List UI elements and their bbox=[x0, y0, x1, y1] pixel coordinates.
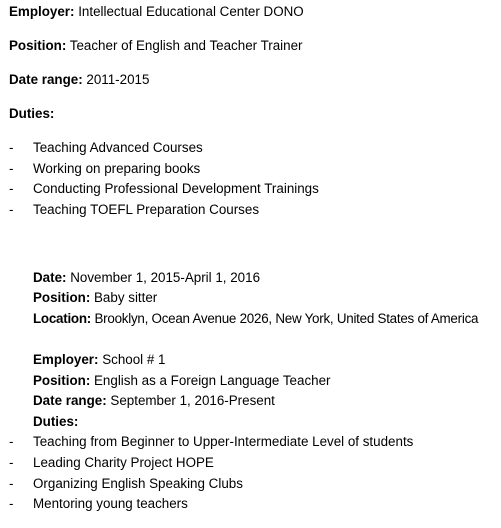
duty-item: Organizing English Speaking Clubs bbox=[33, 476, 243, 491]
bullet-dash: - bbox=[9, 476, 14, 491]
position-line bbox=[33, 373, 331, 389]
duty-item: Teaching from Beginner to Upper-Intermediate Level of students bbox=[33, 434, 414, 449]
bullet-dash: - bbox=[9, 496, 14, 511]
employer-label: Employer: bbox=[33, 352, 99, 367]
location-line bbox=[33, 311, 478, 327]
position-line bbox=[9, 38, 303, 54]
position-value: Teacher of English and Teacher Trainer bbox=[66, 38, 303, 53]
location-value: Brooklyn, Ocean Avenue 2026, New York, United States of America bbox=[91, 311, 479, 326]
bullet-dash: - bbox=[9, 161, 14, 176]
bullet-dash: - bbox=[9, 181, 14, 196]
date-range-label: Date range: bbox=[33, 393, 107, 408]
duty-item: Conducting Professional Development Trainings bbox=[33, 181, 319, 196]
position-label: Position: bbox=[33, 290, 91, 305]
date-range-value: September 1, 2016-Present bbox=[106, 393, 275, 408]
position-label: Position: bbox=[9, 38, 67, 53]
bullet-dash: - bbox=[9, 140, 14, 155]
date-value: November 1, 2015-April 1, 2016 bbox=[66, 270, 261, 285]
date-range-label: Date range: bbox=[9, 72, 83, 87]
bullet-dash: - bbox=[9, 202, 14, 217]
duty-item: Teaching TOEFL Preparation Courses bbox=[33, 202, 260, 217]
location-label: Location: bbox=[33, 311, 92, 326]
employer-line bbox=[9, 4, 304, 20]
position-line bbox=[33, 290, 157, 306]
employer-label: Employer: bbox=[9, 4, 75, 19]
employer-line bbox=[33, 352, 165, 368]
date-line bbox=[33, 270, 260, 286]
date-range-line bbox=[9, 72, 149, 88]
position-value: Baby sitter bbox=[90, 290, 158, 305]
bullet-dash: - bbox=[9, 455, 14, 470]
bullet-dash: - bbox=[9, 434, 14, 449]
duty-item: Working on preparing books bbox=[33, 161, 201, 176]
duties-heading: Duties: bbox=[9, 106, 55, 121]
duty-item: Leading Charity Project HOPE bbox=[33, 455, 214, 470]
duty-item: Mentoring young teachers bbox=[33, 496, 188, 511]
employer-value: Intellectual Educational Center DONO bbox=[74, 4, 304, 19]
position-value: English as a Foreign Language Teacher bbox=[90, 373, 331, 388]
duty-item: Teaching Advanced Courses bbox=[33, 140, 203, 155]
position-label: Position: bbox=[33, 373, 91, 388]
date-range-line bbox=[33, 393, 275, 409]
date-label: Date: bbox=[33, 270, 67, 285]
date-range-value: 2011-2015 bbox=[82, 72, 150, 87]
employer-value: School # 1 bbox=[98, 352, 166, 367]
duties-heading: Duties: bbox=[33, 414, 79, 429]
